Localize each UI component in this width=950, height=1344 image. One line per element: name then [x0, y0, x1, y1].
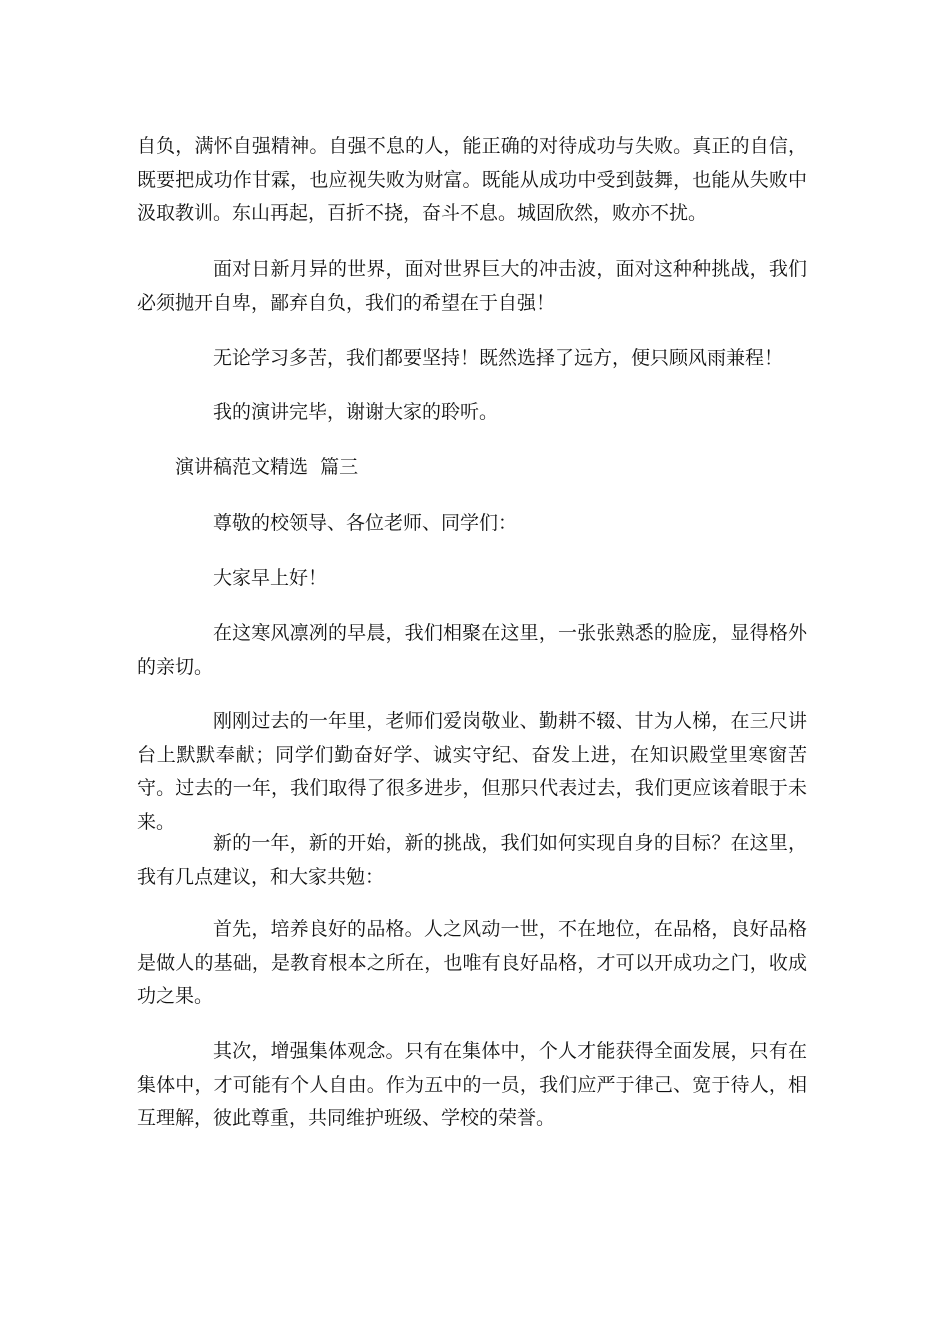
paragraph-4: 我的演讲完毕，谢谢大家的聆听。: [213, 401, 499, 423]
section-heading: 演讲稿范文精选 篇三: [175, 456, 359, 478]
paragraph-5: 在这寒风凛冽的早晨，我们相聚在这里，一张张熟悉的脸庞，显得格外的亲切。: [137, 622, 807, 678]
paragraph-1: 自负，满怀自强精神。自强不息的人，能正确的对待成功与失败。真正的自信，既要把成功作甘霖，也应视失败为财富。既能从成功中受到鼓舞，也能从失败中汲取教训。东山再起，百折不挠，奋斗不息。城固欣然，败亦不扰。: [137, 135, 807, 224]
paragraph-2: 面对日新月异的世界，面对世界巨大的冲击波，面对这种种挑战，我们必须抛开自卑，鄙弃自负，我们的希望在于自强！: [137, 258, 807, 314]
paragraph-salutation: 尊敬的校领导、各位老师、同学们：: [213, 512, 518, 534]
paragraph-7: 新的一年，新的开始，新的挑战，我们如何实现自身的目标？在这里，我有几点建议，和大家共勉：: [137, 832, 807, 888]
paragraph-9: 其次，增强集体观念。只有在集体中，个人才能获得全面发展，只有在集体中，才可能有个人自由。作为五中的一员，我们应严于律己、宽于待人，相互理解，彼此尊重，共同维护班级、学校的荣誉。: [137, 1040, 807, 1129]
paragraph-greeting: 大家早上好！: [213, 567, 328, 589]
paragraph-8: 首先，培养良好的品格。人之风动一世，不在地位，在品格，良好品格是做人的基础，是教育根本之所在，也唯有良好品格，才可以开成功之门，收成功之果。: [137, 918, 807, 1007]
paragraph-6: 刚刚过去的一年里，老师们爱岗敬业、勤耕不辍、甘为人梯，在三尺讲台上默默奉献；同学们勤奋好学、诚实守纪、奋发上进，在知识殿堂里寒窗苦守。过去的一年，我们取得了很多进步，但那只代表过去，我们更应该着眼于未来。: [137, 710, 807, 833]
paragraph-3: 无论学习多苦，我们都要坚持！既然选择了远方，便只顾风雨兼程！: [213, 347, 784, 369]
